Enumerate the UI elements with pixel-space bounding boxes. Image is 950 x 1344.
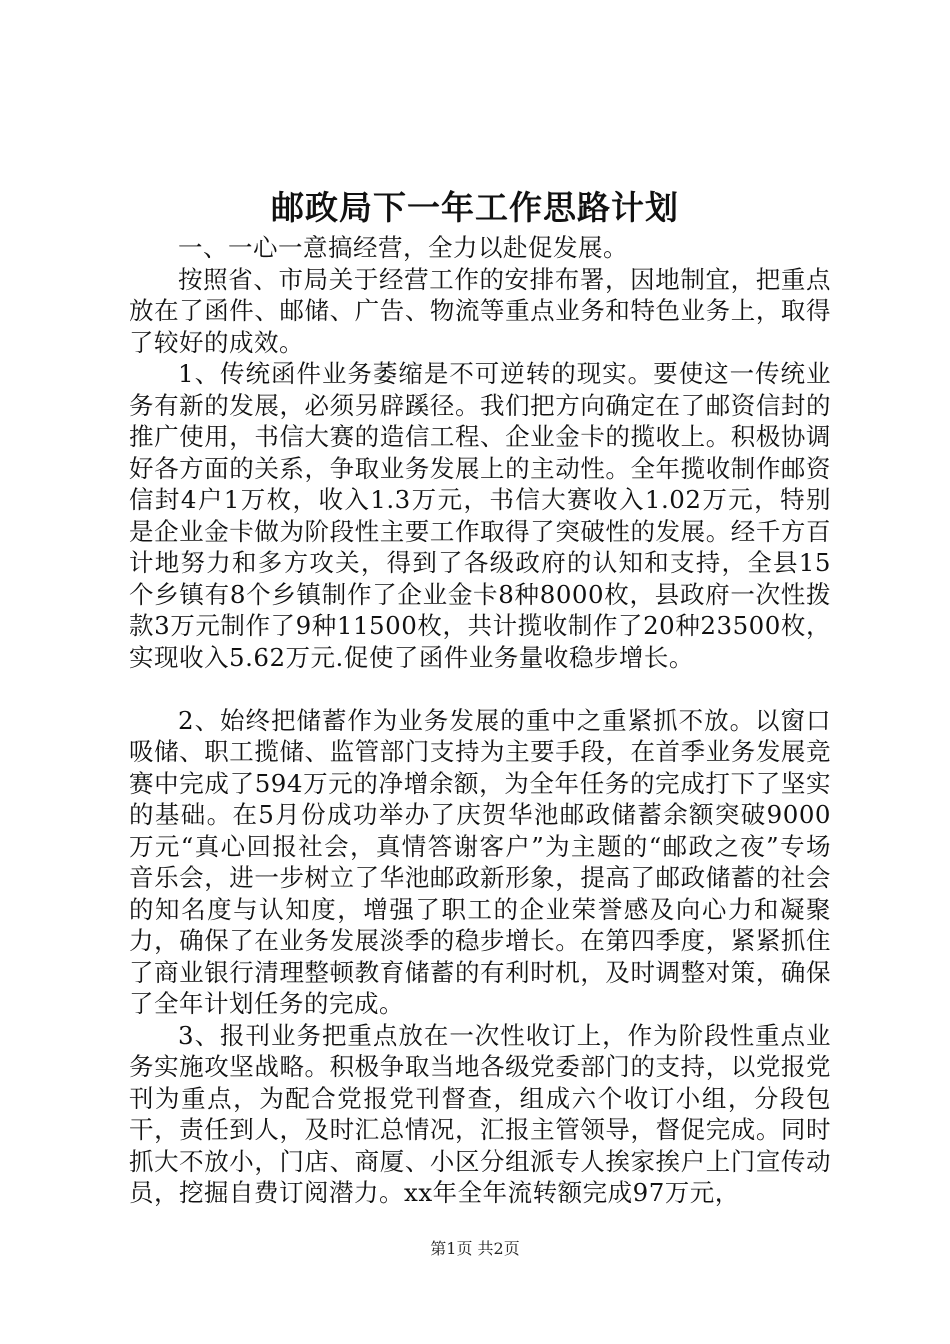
- page-number: 第1页 共2页: [430, 1239, 520, 1258]
- document-title: 邮政局下一年工作思路计划: [271, 188, 679, 227]
- body-paragraph: 2、始终把储蓄作为业务发展的重中之重紧抓不放。以窗口吸储、职工揽储、监管部门支持为主要手段，在首季业务发展竞赛中完成了594万元的净增余额，为全年任务的完成打下了坚实的基础。在5月份成功举办了庆贺华池邮政储蓄余额突破9000万元“真心回报社会，真情答谢客户”为主题的“邮政之夜”专场音乐会，进一步树立了华池邮政新形象，提高了邮政储蓄的社会的知名度与认知度，增强了职工的企业荣誉感及向心力和凝聚力，确保了在业务发展淡季的稳步增长。在第四季度，紧紧抓住了商业银行清理整顿教育储蓄的有利时机，及时调整对策，确保了全年计划任务的完成。: [129, 705, 831, 1018]
- body-paragraph: 3、报刊业务把重点放在一次性收订上，作为阶段性重点业务实施攻坚战略。积极争取当地各级党委部门的支持，以党报党刊为重点，为配合党报党刊督查，组成六个收订小组，分段包干，责任到人，及时汇总情况，汇报主管领导，督促完成。同时抓大不放小，门店、商厦、小区分组派专人挨家挨户上门宣传动员，挖掘自费订阅潜力。xx年全年流转额完成97万元，: [129, 1020, 831, 1207]
- body-paragraph: 1、传统函件业务萎缩是不可逆转的现实。要使这一传统业务有新的发展，必须另辟蹊径。我们把方向确定在了邮资信封的推广使用，书信大赛的造信工程、企业金卡的揽收上。积极协调好各方面的关系，争取业务发展上的主动性。全年揽收制作邮资信封4户1万枚，收入1.3万元，书信大赛收入1.02万元，特别是企业金卡做为阶段性主要工作取得了突破性的发展。经千方百计地努力和多方攻关，得到了各级政府的认知和支持，全县15个乡镇有8个乡镇制作了企业金卡8种8000枚，县政府一次性拨款3万元制作了9种11500枚，共计揽收制作了20种23500枚，实现收入5.62万元.促使了函件业务量收稳步增长。: [129, 359, 831, 672]
- section-heading: 一、一心一意搞经营，全力以赴促发展。: [178, 233, 628, 262]
- body-paragraph: 按照省、市局关于经营工作的安排布署，因地制宜，把重点放在了函件、邮储、广告、物流等重点业务和特色业务上，取得了较好的成效。: [129, 264, 831, 357]
- document-body: [129, 232, 831, 1209]
